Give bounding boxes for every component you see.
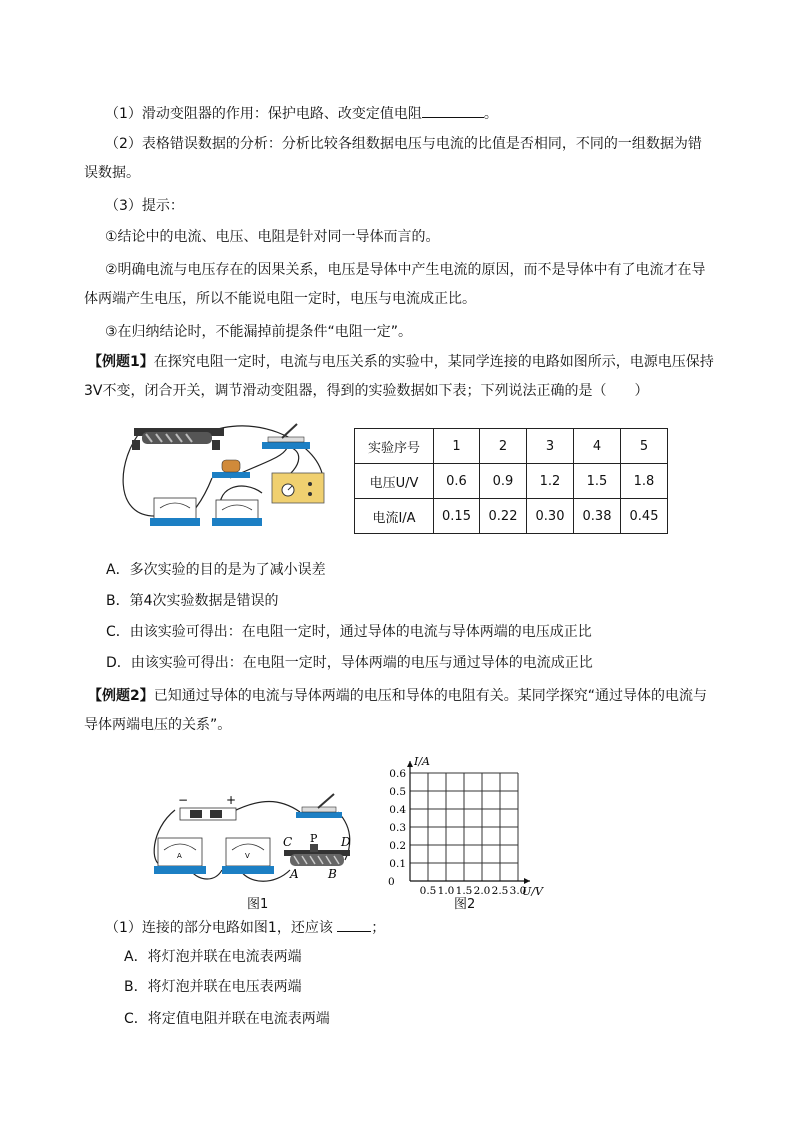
q1-option-c[interactable]: C．将定值电阻并联在电流表两端 (124, 1011, 330, 1027)
answer-blank[interactable] (337, 917, 371, 932)
rheostat-icon (132, 428, 224, 450)
voltmeter-icon (150, 498, 200, 526)
example-1-text: 在探究电阻一定时，电流与电压关系的实验中，某同学连接的电路如图所示，电源电压保持3V不变，闭合开关，调节滑动变阻器，得到的实验数据如下表；下列说法正确的是（ ） (84, 354, 714, 399)
table-cell: 0.15 (434, 499, 480, 534)
option-b[interactable]: B．第4次实验数据是错误的 (106, 593, 279, 609)
table-cell: 0.45 (621, 499, 668, 534)
table-cell: 0.9 (480, 464, 527, 499)
switch-icon (296, 794, 342, 818)
table-cell: 1 (434, 429, 480, 464)
current-voltage-chart (360, 736, 560, 896)
experiment-table (354, 428, 668, 534)
battery-icon (180, 808, 236, 820)
y-tick-label: 0.5 (389, 786, 406, 798)
example-2 (84, 682, 714, 740)
x-tick-label: 2.0 (473, 885, 491, 896)
para-rheostat-role: （1）滑动变阻器的作用：保护电路、改变定值电阻 。 (105, 103, 735, 124)
para-tips: （3）提示： (105, 198, 184, 214)
origin-label: 0 (388, 876, 395, 888)
answer-blank[interactable] (422, 103, 484, 118)
example-1 (84, 348, 714, 406)
table-cell: 0.6 (434, 464, 480, 499)
table-row (355, 464, 668, 499)
option-a[interactable]: A．多次实验的目的是为了减小误差 (106, 562, 326, 578)
q1-option-b[interactable]: B．将灯泡并联在电压表两端 (124, 979, 302, 995)
power-source-icon (272, 473, 324, 503)
circuit-figure-2 (150, 790, 360, 890)
circuit-figure-1 (112, 418, 344, 530)
y-tick-label: 0.4 (389, 804, 406, 816)
y-tick-label: 0.1 (389, 858, 406, 870)
table-cell: 电压U/V (355, 464, 434, 499)
table-cell: 1.2 (527, 464, 574, 499)
q1-option-a[interactable]: A．将灯泡并联在电流表两端 (124, 949, 302, 965)
option-d[interactable]: D．由该实验可得出：在电阻一定时，导体两端的电压与通过导体的电流成正比 (106, 655, 593, 671)
table-cell: 1.8 (621, 464, 668, 499)
y-axis-arrow (407, 761, 413, 767)
example-2-text: 已知通过导体的电流与导体两端的电压和导体的电阻有关。某同学探究“通过导体的电流与导体两端电压的关系”。 (84, 688, 708, 733)
chart-labels (388, 755, 544, 896)
para-table-error: （2）表格错误数据的分析：分析比较各组数据电压与电流的比值是否相同，不同的一组数据为错误数据。 (84, 136, 702, 181)
example-1-tag: 【例题1】 (88, 354, 154, 370)
y-axis-label: I/A (414, 755, 430, 768)
x-tick-label: 2.5 (491, 885, 509, 896)
ammeter-letter: A (177, 852, 182, 860)
x-tick-label: 0.5 (419, 885, 437, 896)
figure-2-caption: 图2 (454, 897, 476, 912)
terminal-a-label: A (290, 867, 299, 881)
plus-label: + (226, 793, 237, 807)
question-1: （1）连接的部分电路如图1，还应该 ； (105, 917, 735, 938)
figure-1-caption: 图1 (247, 897, 269, 912)
table-cell: 0.38 (574, 499, 621, 534)
ammeter-icon (154, 838, 206, 874)
terminal-c-label: C (283, 835, 293, 849)
table-cell: 4 (574, 429, 621, 464)
table-cell: 实验序号 (355, 429, 434, 464)
table-header-row (355, 429, 668, 464)
tip-3: ③在归纳结论时，不能漏掉前提条件“电阻一定”。 (105, 324, 413, 340)
table-cell: 3 (527, 429, 574, 464)
option-c[interactable]: C．由该实验可得出：在电阻一定时，通过导体的电流与导体两端的电压成正比 (106, 624, 592, 640)
x-tick-label: 1.0 (437, 885, 455, 896)
table-cell: 1.5 (574, 464, 621, 499)
voltmeter-letter: V (245, 852, 250, 860)
x-tick-label: 3.0 (509, 885, 527, 896)
table-row (355, 499, 668, 534)
chart-axes (407, 761, 530, 884)
example-2-tag: 【例题2】 (88, 688, 154, 704)
y-tick-label: 0.3 (389, 822, 406, 834)
y-tick-label: 0.2 (389, 840, 406, 852)
terminal-p-label: P (310, 832, 318, 845)
x-axis-arrow (524, 878, 530, 884)
resistor-icon (212, 460, 250, 478)
terminal-b-label: B (328, 867, 337, 881)
ammeter-icon (212, 500, 262, 526)
terminal-d-label: D (341, 835, 351, 849)
tip-1: ①结论中的电流、电压、电阻是针对同一导体而言的。 (105, 229, 440, 245)
table-cell: 2 (480, 429, 527, 464)
table-cell: 电流I/A (355, 499, 434, 534)
table-cell: 0.22 (480, 499, 527, 534)
minus-label: − (178, 793, 189, 807)
x-tick-label: 1.5 (455, 885, 473, 896)
table-cell: 0.30 (527, 499, 574, 534)
y-tick-label: 0.6 (389, 768, 406, 780)
x-axis-label: U/V (522, 885, 543, 896)
chart-grid (410, 773, 518, 881)
voltmeter-icon (222, 838, 274, 874)
tip-2: ②明确电流与电压存在的因果关系，电压是导体中产生电流的原因，而不是导体中有了电流才在导体两端产生电压，所以不能说电阻一定时，电压与电流成正比。 (84, 262, 706, 307)
table-cell: 5 (621, 429, 668, 464)
